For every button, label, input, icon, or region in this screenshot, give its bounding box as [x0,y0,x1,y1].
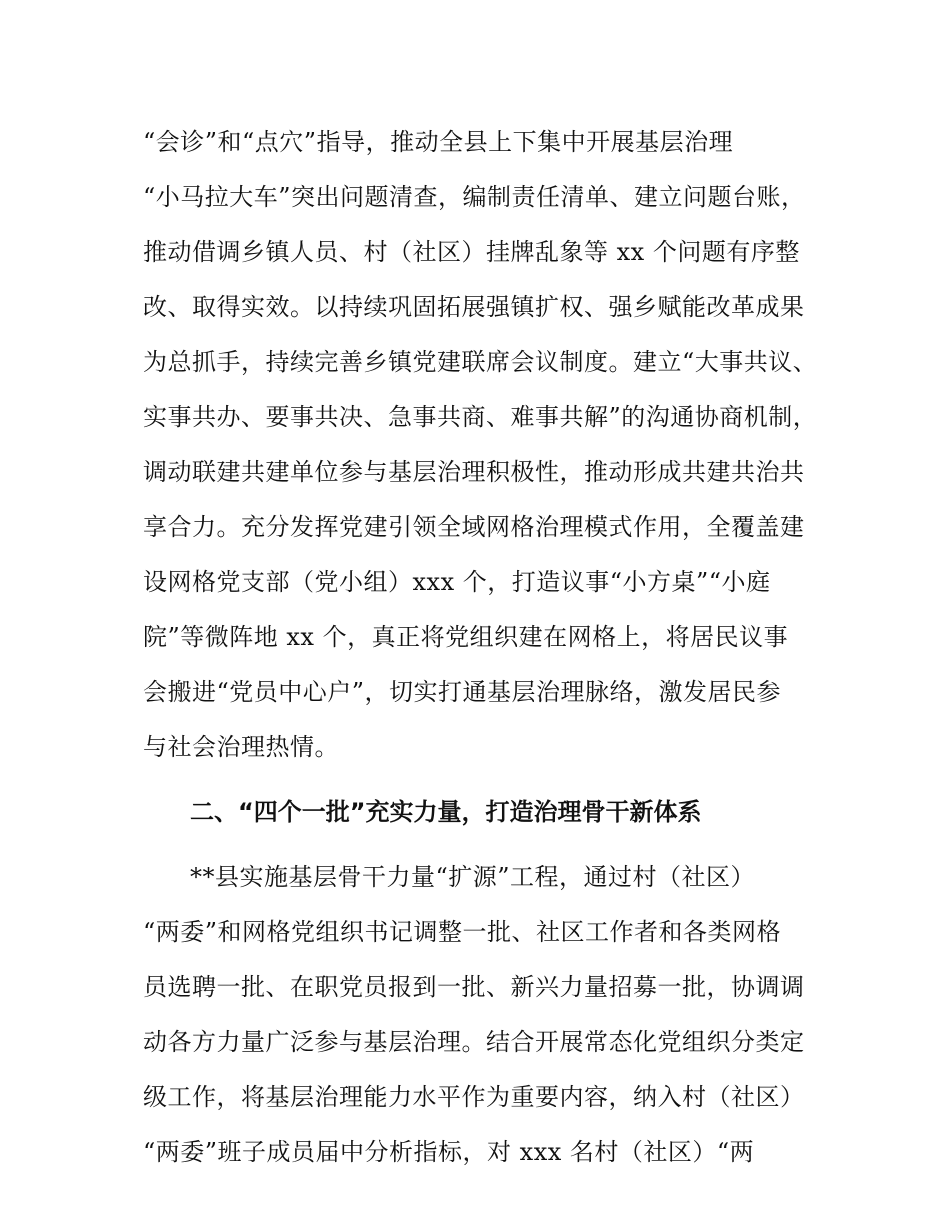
para2-line-3: 员选聘一批、在职党员报到一批、新兴力量招募一批，协调调 [143,973,805,1001]
para1-line-3: 推动借调乡镇人员、村（社区）挂牌乱象等 xx 个问题有序整 [143,238,800,266]
para2-line-4: 动各方力量广泛参与基层治理。结合开展常态化党组织分类定 [143,1028,805,1056]
para2-line-6: “两委”班子成员届中分析指标，对 xxx 名村（社区）“两 [143,1138,755,1166]
para2-line-5: 级工作，将基层治理能力水平作为重要内容，纳入村（社区） [143,1083,805,1111]
para1-line-1: “会诊”和“点穴”指导，推动全县上下集中开展基层治理 [143,128,734,156]
para1-line-11: 会搬进“党员中心户”，切实打通基层治理脉络，激发居民参 [143,678,782,706]
para1-line-6: 实事共办、要事共决、急事共商、难事共解”的沟通协商机制， [143,403,818,431]
para1-line-2: “小马拉大车”突出问题清查，编制责任清单、建立问题台账， [143,183,806,211]
para1-line-12: 与社会治理热情。 [143,733,339,761]
para2-line-2: “两委”和网格党组织书记调整一批、社区工作者和各类网格 [143,918,782,946]
section-heading: 二、“四个一批”充实力量，打造治理骨干新体系 [190,798,702,826]
para1-line-5: 为总抓手，持续完善乡镇党建联席会议制度。建立“大事共议、 [143,348,818,376]
para1-line-7: 调动联建共建单位参与基层治理积极性，推动形成共建共治共 [143,458,805,486]
para1-line-10: 院”等微阵地 xx 个，真正将党组织建在网格上，将居民议事 [143,623,789,651]
para1-line-9: 设网格党支部（党小组）xxx 个，打造议事“小方桌”“小庭 [143,568,771,596]
para1-line-4: 改、取得实效。以持续巩固拓展强镇扩权、强乡赋能改革成果 [143,293,805,321]
para1-line-8: 享合力。充分发挥党建引领全域网格治理模式作用，全覆盖建 [143,513,805,541]
para2-line-1: **县实施基层骨干力量“扩源”工程，通过村（社区） [190,863,756,891]
